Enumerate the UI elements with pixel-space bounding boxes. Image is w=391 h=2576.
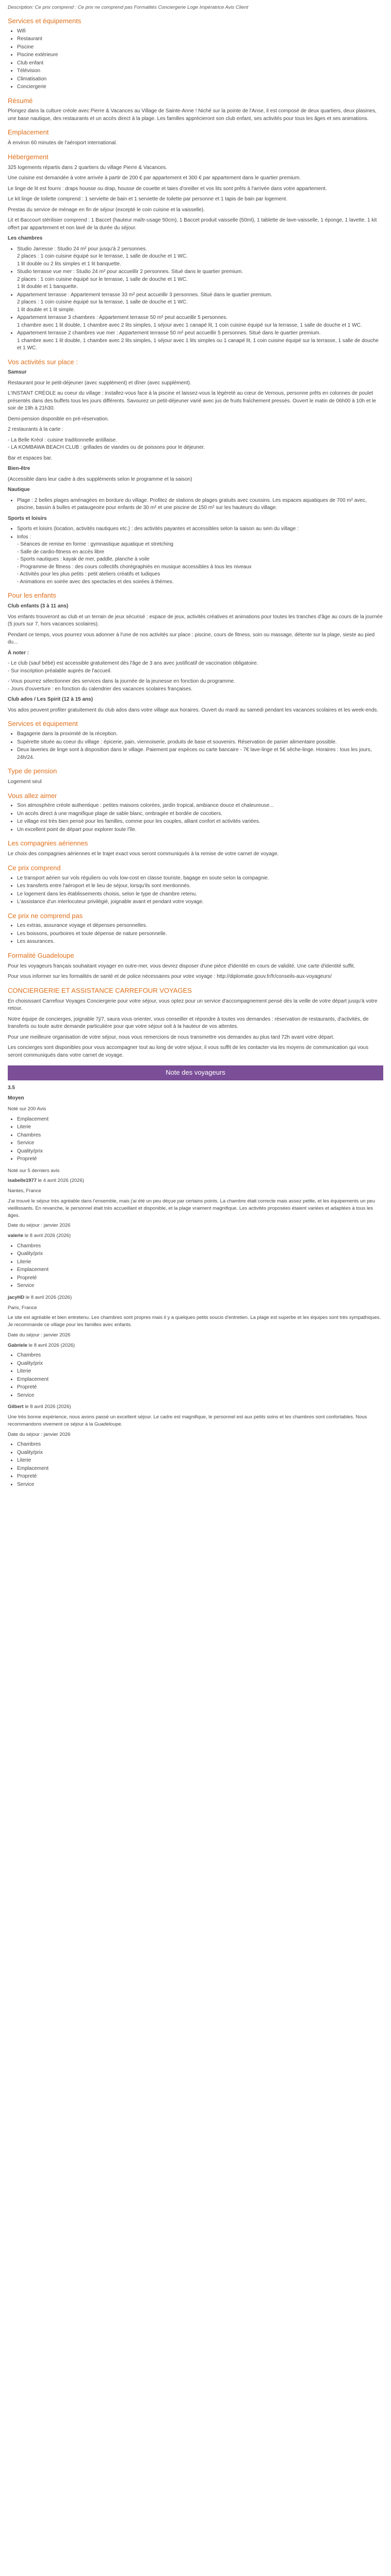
enfants-p2: Pendant ce temps, vous pourrez vous adonner à l'une de nos activités sur place : piscine, cours de fitness, soin ou massage, détente sur la plage, sieste au pied du... [8, 632, 375, 646]
services2-list [8, 731, 383, 761]
review-item: • Quality/prix [17, 1449, 383, 1457]
conciergerie-p4: Les concierges sont disponibles pour vous accompagner tout au long de votre séjour, il vous suffit de les contacter via les moyens de communication qui vous seront communiqués dans votre carnet de voyage. [8, 1045, 369, 1058]
sports-list [8, 526, 383, 586]
hebergement-p5: Prestas du service de ménage en fin de séjour (excepté le coin cuisine et la vaisselle). [8, 207, 205, 213]
hebergement-p4: Le kit linge de toilette comprend : 1 serviette de bain et 1 serviette de toilette par personne et 1 tapis de bain par logement. [8, 196, 288, 202]
review-item: • Chambres [17, 1352, 383, 1360]
avis-details-head: Noté sur 200 Avis [8, 1106, 46, 1112]
review-title: Nantes, France [8, 1188, 41, 1194]
aimer-title: Vous allez aimer [8, 791, 57, 800]
review-meta: le 8 avril 2026 (2026) [24, 1233, 71, 1239]
review-text: Une très bonne expérience, nous avons passé un excellent séjour. Le cadre est magnifique, le personnel est aux petits soins et les chambres sont confortables. Nous recommandons vivement ce séjour à la Guadeloupe. [8, 1414, 367, 1427]
ne-comprend-item: • Les assurances. [17, 938, 383, 946]
review-items [8, 1441, 383, 1488]
enfants-p5: Vos ados peuvent profiter gratuitement du club ados dans votre village aux horaires. Ouvert du mardi au samedi pendant les vacances scolaires et les week-ends. [8, 707, 379, 713]
comprend-item: • Les transferts entre l'aéroport et le lieu de séjour, lorsqu'ils sont mentionnés. [17, 883, 383, 890]
activites-sub: Samsur [8, 369, 27, 376]
services-list [8, 28, 383, 91]
review-item: • Literie [17, 1368, 383, 1376]
avis-details [8, 1116, 383, 1163]
aimer-list [8, 802, 383, 834]
review-author: Gilbert [8, 1404, 24, 1410]
review-author: isabelle1977 [8, 1178, 37, 1184]
service-item: • Club enfant [17, 60, 383, 67]
review-item: • Propreté [17, 1473, 383, 1481]
pension-text: Logement seul [8, 779, 42, 785]
conciergerie-p3: Pour une meilleure organisation de votre séjour, nous vous remercions de nous transmettre vos demandes au plus tard 72h avant votre départ. [8, 1034, 335, 1040]
club-enfants: Club enfants (3 à 11 ans) [8, 603, 69, 609]
avis-detail: • Propreté [17, 1156, 383, 1163]
review-item: • Emplacement [17, 1266, 383, 1274]
review-meta: le 8 avril 2026 (2026) [28, 1342, 75, 1348]
avis-detail: • Service [17, 1140, 383, 1147]
hebergement-p1: 325 logements répartis dans 2 quartiers du village Pierre & Vacances. [8, 164, 167, 171]
hebergement-p6: Lit et Baccourt stérilisier comprend : 1 Baccet (hauteur maîtr-usage 50cm), 1 Baccet produit vaisselle (50ml), 1 tablette de lave-vaisselle, 1 éponge, 1 lavette. 1 kit offert par appartement et non lavé de la durée du séjour. [8, 217, 377, 231]
aimer-item: • Un excellent point de départ pour explorer toute l'île. [17, 826, 383, 834]
service-item: • Piscine [17, 44, 383, 52]
activites-p5: - La Belle Kréol : cuisine traditionnelle antillaise. - LA KOMBAWA BEACH CLUB : grillades de viandes ou de poissons pour le déjeuner. [8, 437, 205, 451]
activites-title: Vos activités sur place : [8, 358, 78, 366]
room-item: • Appartement terrasse 3 chambres : Appartement terrasse 50 m² peut accueillir 5 personnes. 1 chambre avec 1 lit double, 1 chambre avec 2 lits simples, 1 séjour avec 1 canapé lit, 1 coin cuisine équipé sur la terrasse, 1 salle de douche et 1 WC. [17, 314, 383, 329]
pension-title: Type de pension [8, 767, 57, 775]
hebergement-title: Hébergement [8, 152, 48, 161]
aimer-item: • Son atmosphère créole authentique : petites maisons colorées, jardin tropical, ambiance douce et chaleureuse... [17, 802, 383, 810]
review-items [8, 1243, 383, 1290]
chambres-title: Les chambres [8, 235, 43, 242]
hebergement-p3: Le linge de lit est fourni : draps housse ou drap, housse de couette et taies d'oreiller et vos lits sont prêts à l'arrivée dans votre appartement. [8, 185, 327, 192]
enfants-p3: - Le club (sauf bébé) est accessible gratuitement dès l'âge de 3 ans avec justificatif de vaccination obligatoire. - Sur inscription préalable auprès de l'accueil. [8, 660, 258, 674]
review-item: • Propreté [17, 1275, 383, 1282]
sports-item: • Infos : - Séances de remise en forme : gymnastique aquatique et stretching - Salle de cardio-fitness en accès libre - Sports nautiques : kayak de mer, paddle, planche à voile - Programme de fitness : des cours collectifs chorégraphiés en musique accessibles à tous les niveaux - Activités pour les plus petits : petit ateliers créatifs et ludiques - Animations en soirée avec des spectacles et des soirées à thèmes. [17, 534, 383, 586]
review-item: • Propreté [17, 1384, 383, 1392]
avis-title: Note des voyageurs [8, 1065, 383, 1080]
hebergement-p2: Une cuisine est demandée à votre arrivée à partir de 200 € par appartement et 300 € par appartement dans le quartier premium. [8, 175, 301, 181]
comprend-item: • Le transport aérien sur vols réguliers ou vols low-cost en classe touriste, bagage en soute selon la compagnie. [17, 875, 383, 883]
review-item: • Literie [17, 1457, 383, 1465]
review-meta: le 4 avril 2026 (2026) [38, 1178, 84, 1184]
review [8, 1403, 383, 1488]
nautique-item: • Plage : 2 belles plages aménagées en bordure du village. Profitez de stations de plages gratuits avec coussins. Les espaces aquatiques de 700 m² avec, piscine, bassin à bulles et pataugeoire pour enfants de 30 m² et une piscine de 150 m² sur les hauteurs du village. [17, 497, 383, 512]
enfants-p4: - Vous pourrez sélectionner des services dans la journée de la jeunesse en fonction du programme. - Jours d'ouverture : en fonction du calendrier des vacances scolaires françaises. [8, 679, 235, 692]
emplacement-text: À environ 60 minutes de l'aéroport international. [8, 140, 118, 146]
review-author: jacyHD [8, 1294, 25, 1300]
avis-detail: • Emplacement [17, 1116, 383, 1124]
avis-detail: • Chambres [17, 1132, 383, 1140]
review-text: J'ai trouvé le séjour très agréable dans l'ensemble, mais j'ai été un peu déçue par certains points. La chambre était correcte mais assez petite, et les équipements un peu vieillissants. En revanche, le personnel était très accueillant et disponible, et la plage vraiment magnifique. Les activités proposées étaient variées et adaptées à tous les âges. [8, 1198, 376, 1218]
review [8, 1177, 383, 1229]
resume-text: Plongez dans la culture créole avec Pierre & Vacances au Village de Sainte-Anne ! Niché sur la pointe de l'Anse, il est composé de deux quartiers, deux plasines, une base nautique, des restaurants et un accès direct à la plage. Les familles apprécieront son club enfant, ses activités pour tous les âges et ses animations. [8, 108, 377, 122]
ne-comprend-item: • Les extras, assurance voyage et dépenses personnelles. [17, 922, 383, 930]
avis-score: 3.5 [8, 1084, 15, 1091]
review-items [8, 1352, 383, 1399]
activites-p7: (Accessible dans leur cadre à des suppléments selon le programme et la saison) [8, 476, 192, 482]
service-item: • Piscine extérieure [17, 52, 383, 59]
review-meta: le 8 avril 2026 (2026) [25, 1294, 72, 1300]
service-item: • Climatisation [17, 76, 383, 83]
sports-title: Sports et loisirs [8, 515, 47, 521]
review-item: • Service [17, 1481, 383, 1489]
aimer-item: • Un accès direct à une magnifique plage de sable blanc, ombragée et bordée de cocotiers. [17, 810, 383, 818]
review-date: Date du séjour : janvier 2026 [8, 1332, 71, 1338]
avis-score-label: Moyen [8, 1095, 24, 1101]
service-item: • Télévision [17, 67, 383, 75]
review-date: Date du séjour : janvier 2026 [8, 1431, 71, 1437]
avis-detail: • Literie [17, 1124, 383, 1131]
comprend-item: • L'assistance d'un interlocuteur privilégié, joignable avant et pendant votre voyage. [17, 899, 383, 906]
activites-p2: L'INSTANT CRÉOLE au coeur du village : installez-vous face à la piscine et laissez-vous la légèreté au cœur de Vernous, personne prêts en colonnes de poulet présentés dans des buffets tous les jours différents. Savourez un petit-déjeuner varié avec jus de fruits fraîchement pressés. Ouvert le matin de 06h00 à 10h et le soir de 19h à 21h30. [8, 391, 376, 412]
emplacement-title: Emplacement [8, 128, 49, 137]
review-item: • Emplacement [17, 1465, 383, 1473]
comprend-list [8, 875, 383, 906]
review-item: • Quality/prix [17, 1250, 383, 1258]
bien-etre-title: Bien-être [8, 466, 30, 472]
review-author: Gabriele [8, 1342, 28, 1348]
review-author: valerie [8, 1233, 24, 1239]
formalites-title: Formalité Guadeloupe [8, 951, 74, 959]
review [8, 1232, 383, 1290]
review [8, 1342, 383, 1400]
room-item: • Appartement terrasse : Appartement terrasse 33 m² peut accueillir 3 personnes. Situé dans le quartier premium. 2 places : 1 coin cuisine équipé sur la terrasse, 1 salle de douche et 1 WC. 1 lit double et 1 lit simple. [17, 292, 383, 314]
resume-title: Résumé [8, 96, 33, 105]
room-item: • Appartement terrasse 2 chambres vue mer : Appartement terrasse 50 m² peut accueillir 5 personnes. Situé dans le quartier premium. 1 chambre avec 1 lit double, 1 chambre avec 2 lits simples, 1 séjour avec 1 lits simples ou 1 canapé lit, 1 coin cuisine équipé sur la terrasse, 1 salle de douche et 1 WC. [17, 330, 383, 352]
review-item: • Chambres [17, 1243, 383, 1250]
services2-title: Services et équipement [8, 720, 78, 728]
ne-comprend-list [8, 922, 383, 946]
ne-comprend-item: • Les boissons, pourboires et toute dépense de nature personnelle. [17, 930, 383, 938]
nautique-list [8, 497, 383, 512]
review [8, 1294, 383, 1339]
services-title: Services et équipements [8, 16, 82, 25]
enfants-p1: Vos enfants trouveront au club et un terrain de jeux sécurisé : espace de jeux, activités créatives et animations pour toutes les tranches d'âge au cours de la journée (5 jours sur 7, hors vacances scolaires). [8, 614, 383, 628]
a-noter: À noter : [8, 650, 29, 656]
activites-p4: 2 restaurants à la carte : [8, 427, 63, 433]
sports-item: • Sports et loisirs (location, activités nautiques etc.) : des activités payantes et accessibles selon la saison au sein du village : [17, 526, 383, 533]
review-meta: le 8 avril 2026 (2026) [25, 1404, 71, 1410]
comprend-item: • Le logement dans les établissements choisis, selon le type de chambre retenu. [17, 891, 383, 899]
activites-p1: Restaurant pour le petit-déjeuner (avec supplément) et dîner (avec supplément). [8, 380, 191, 386]
club-ados: Club ados / Les Spirit (12 à 15 ans) [8, 697, 93, 703]
compagnies-title: Les compagnies aériennes [8, 839, 88, 848]
avis-count: Noté sur 5 derniers avis [8, 1167, 60, 1174]
services2-item: • Supérette située au coeur du village : épicerie, pain, viennoiserie, produits de base et souvenirs. Réservation de panier alimentaire possible. [17, 739, 383, 747]
review-item: • Chambres [17, 1441, 383, 1449]
enfants-title: Pour les enfants [8, 591, 56, 600]
activites-p6: Bar et espaces bar. [8, 455, 53, 461]
conciergerie-p2: Notre équipe de concierges, joignable 7j/7, saura vous orienter, vous conseiller et répondre à toutes vos demandes : réservation de restaurants, d'activités, de transferts ou toute autre demande particulière pour que votre séjour soit à la hauteur de vos attentes. [8, 1016, 369, 1030]
formalites-p2: Pour vous informer sur les formalités de santé et de police nécessaires pour votre voyage : http://diplomatie.gouv.fr/fr/conseils-aux-voyageurs/ [8, 974, 332, 980]
rooms-list [8, 246, 383, 352]
room-item: • Studio terrasse vue mer : Studio 24 m² pour accueillir 2 personnes. Situé dans le quartier premium. 2 places : 1 coin cuisine équipé sur le terrasse, 1 salle de douche et 1 WC. 1 lit double et 1 banquette. [17, 268, 383, 291]
conciergerie-title: CONCIERGERIE ET ASSISTANCE CARREFOUR VOYAGES [8, 986, 192, 994]
avis-detail: • Quality/prix [17, 1148, 383, 1156]
services2-item: • Deux laveries de linge sont à disposition dans le village. Paiement par espèces ou carte bancaire - 7€ lave-linge et 5€ sèche-linge. Horaires : tous les jours, 24h/24. [17, 747, 383, 761]
review-date: Date du séjour : janvier 2026 [8, 1223, 71, 1229]
compagnies-text: Le choix des compagnies aériennes et le trajet exact vous seront communiqués à la remise de votre carnet de voyage. [8, 851, 279, 857]
room-item: • Studio Jarresse : Studio 24 m² pour jusqu'à 2 personnes. 2 places : 1 coin cuisine équipé sur le terrasse, 1 salle de douche et 1 WC. 1 lit double ou 2 lits simples et 1 lit banquette. [17, 246, 383, 268]
review-item: • Service [17, 1392, 383, 1400]
aimer-item: • Le village est très bien pensé pour les familles, comme pour les couples, alliant confort et activités variées. [17, 818, 383, 826]
formalites-p1: Pour les voyageurs français souhaitant voyager en outre-mer, vous devrez disposer d'une pièce d'identité en cours de validité. Une carte d'identité suffit. [8, 963, 355, 969]
conciergerie-p1: En choisissant Carrefour Voyages Conciergerie pour votre séjour, vous optez pour un service d'accompagnement pensé dès la veille de votre départ jusqu'à votre retour. [8, 998, 378, 1012]
activites-p3: Demi-pension disponible en pré-réservation. [8, 416, 109, 422]
review-item: • Emplacement [17, 1376, 383, 1384]
review-item: • Quality/prix [17, 1360, 383, 1368]
review-title: Paris, France [8, 1304, 37, 1311]
review-item: • Literie [17, 1259, 383, 1266]
service-item: • Conciergerie [17, 83, 383, 91]
review-text: Le site est agréable et bien entretenu. Les chambres sont propres mais il y a quelques petits soucis d'entretien. La plage est superbe et les équipes sont très sympathiques. Je recommande ce village pour les familles avec enfants. [8, 1315, 381, 1328]
service-item: • Wifi [17, 28, 383, 36]
service-item: • Restaurant [17, 36, 383, 43]
review-item: • Service [17, 1282, 383, 1290]
top-description: Description: Ce prix comprend : Ce prix ne comprend pas Formalités Conciergerie Loge Impératrice Avis Client [8, 5, 249, 10]
comprend-title: Ce prix comprend [8, 863, 61, 872]
nautique-title: Nautique [8, 487, 30, 493]
services2-item: • Bagagerie dans la proximité de la réception. [17, 731, 383, 738]
ne-comprend-title: Ce prix ne comprend pas [8, 911, 83, 920]
